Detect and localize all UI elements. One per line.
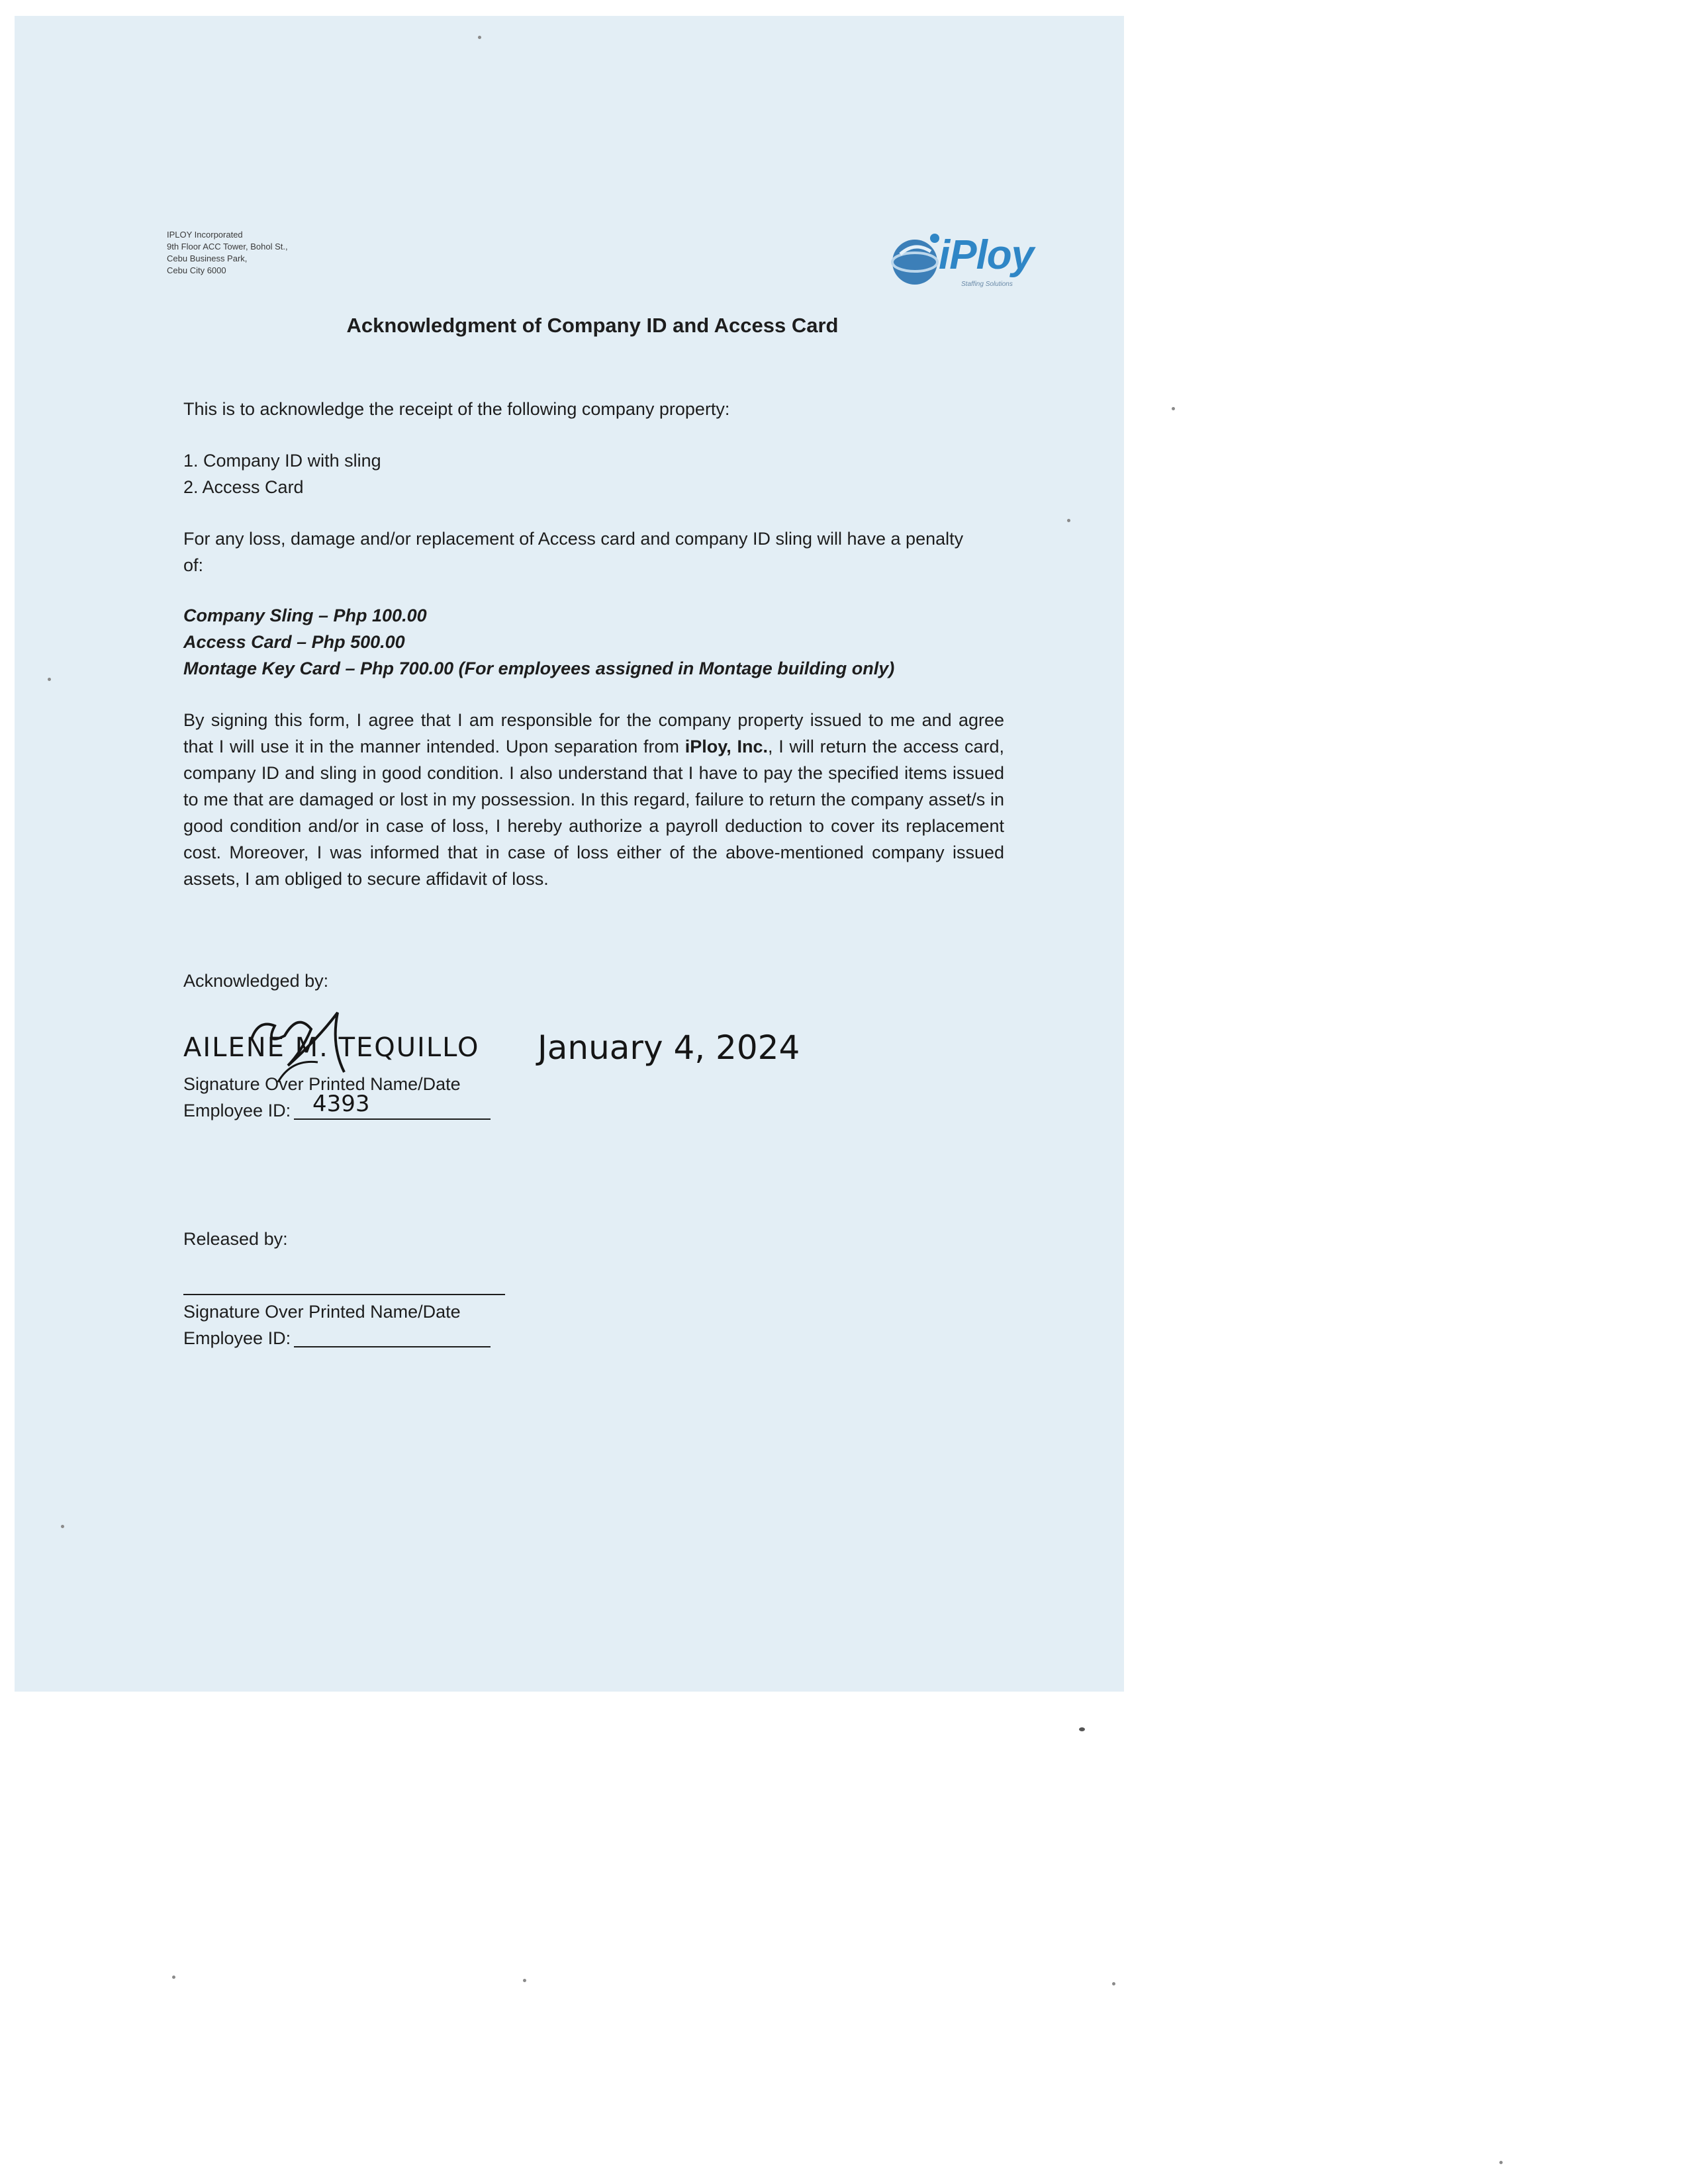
scan-speck [1079,1727,1085,1731]
release-signature-caption: Signature Over Printed Name/Date [183,1302,461,1322]
penalty-item: Access Card – Php 500.00 [183,632,405,652]
scan-speck [1112,1982,1115,1985]
handwritten-name: AILENE M. TEQUILLO [183,1032,480,1063]
agreement-paragraph [183,707,1004,892]
handwritten-date: January 4, 2024 [538,1028,800,1067]
acknowledged-label: Acknowledged by: [183,971,329,991]
list-item: 2. Access Card [183,477,304,497]
penalty-item: Montage Key Card – Php 700.00 (For employees assigned in Montage building only) [183,659,895,678]
penalty-intro-line: of: [183,555,204,575]
release-signature-line [183,1294,505,1295]
penalty-list [183,602,1004,682]
penalty-intro [183,525,1004,578]
scan-speck [1067,519,1070,522]
address-line: IPLOY Incorporated [167,230,243,240]
scan-speck [523,1979,526,1982]
logo-tagline: Staffing Solutions [961,281,1013,288]
agreement-text: , I will return the access card, company ID and sling in good condition. I also understand that I have to pay the specified items issued to me that are damaged or lost in my possession. In this regard, failure to return the company asset/s in good condition and/or in case of loss, I hereby authorize a payroll deduction to cover its replacement cost. Moreover, I was informed that in case of loss either of the above-mentioned company issued assets, I am obliged to secure affidavit of loss. [183,737,1004,889]
address-line: 9th Floor ACC Tower, Bohol St., [167,242,288,251]
release-employee-id-label: Employee ID: [183,1328,291,1348]
company-name: iPloy, Inc. [684,737,768,756]
employee-id-label: Employee ID: [183,1101,291,1120]
scan-speck [61,1525,64,1528]
employee-id-value: 4393 [312,1091,370,1117]
address-line: Cebu City 6000 [167,265,226,275]
release-employee-id-line [294,1346,491,1347]
property-list [183,447,1004,500]
document-title: Acknowledgment of Company ID and Access Card [346,314,839,337]
logo-text: iPloy [939,232,1034,278]
released-label: Released by: [183,1229,288,1249]
scan-speck [48,678,51,681]
signature-caption: Signature Over Printed Name/Date [183,1074,461,1094]
globe-icon [887,228,947,294]
scan-speck [172,1976,175,1979]
list-item: 1. Company ID with sling [183,451,381,471]
penalty-intro-line: For any loss, damage and/or replacement of Access card and company ID sling will have a penalty [183,529,964,549]
agreement-text: By signing this form, I agree that I am responsible for the company property issued to me and agree that I will use it in the manner intended. Upon separation from [183,710,1004,756]
intro-text: This is to acknowledge the receipt of the following company property: [183,399,730,419]
company-address [167,229,288,277]
iploy-logo [887,224,1066,296]
address-line: Cebu Business Park, [167,253,248,263]
penalty-item: Company Sling – Php 100.00 [183,606,427,625]
scan-speck [478,36,481,39]
scan-speck [1499,2161,1503,2164]
scan-speck [1172,407,1175,410]
employee-id-line [294,1118,491,1120]
